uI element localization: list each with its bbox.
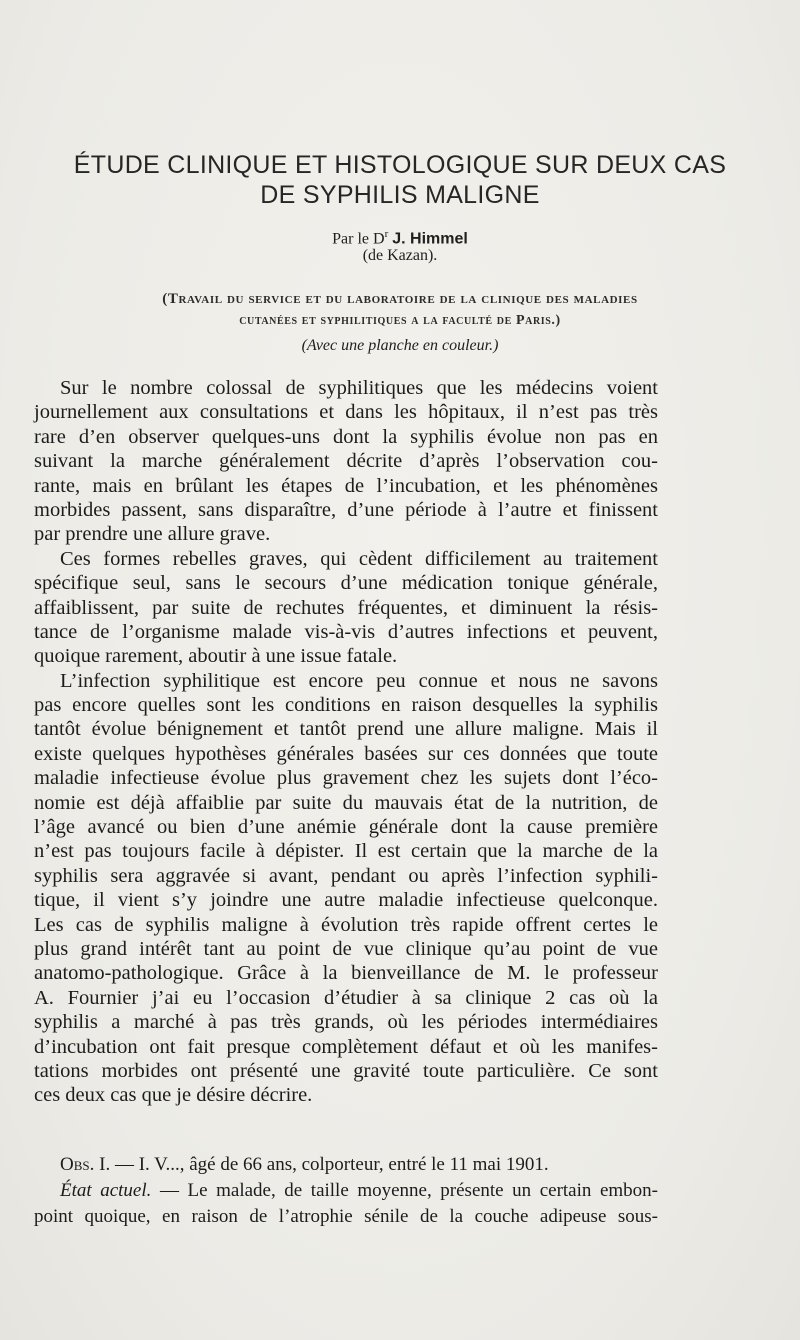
body-line: rare d’en observer quelques-uns dont la syphilis évolue non pas en: [34, 425, 658, 448]
body-line: L’infection syphilitique est encore peu connue et nous ne savons: [60, 669, 658, 692]
body-line: tations morbides ont présenté une gravité toute particulière. Ce sont: [34, 1059, 658, 1082]
body-line: nomie est déjà affaiblie par suite du mauvais état de la nutrition, de: [34, 791, 658, 814]
body-line: anatomo-pathologique. Grâce à la bienveillance de M. le professeur: [34, 962, 658, 985]
observation-line-2-text: — Le malade, de taille moyenne, présente un certain embon-: [151, 1180, 658, 1201]
author-name: J. Himmel: [392, 230, 468, 248]
observation-line-1-text: — I. V..., âgé de 66 ans, colporteur, entré le 11 mai 1901.: [110, 1154, 549, 1175]
body-line: ces deux cas que je désire décrire.: [34, 1084, 313, 1107]
current-state-label: État actuel.: [60, 1180, 152, 1201]
body-line: tantôt évolue bénignement et tantôt prend une allure maligne. Mais il: [34, 718, 658, 741]
observation-section: [34, 1152, 658, 1230]
observation-label: Obs. I.: [60, 1154, 111, 1175]
byline-prefix: Par le D: [332, 230, 385, 248]
institution-note-line-1: (Travail du service et du laboratoire de la clinique des maladies: [162, 291, 638, 307]
observation-line-3: point quoique, en raison de l’atrophie sénile de la couche adipeuse sous-: [34, 1206, 658, 1227]
institution-note-line-2: cutanées et syphilitiques a la faculté de Paris.): [239, 313, 561, 328]
body-line: suivant la marche généralement décrite d’après l’observation cou-: [34, 450, 658, 473]
byline-title-superscript: r: [384, 228, 389, 240]
body-line: l’âge avancé ou bien d’une anémie générale dont la cause première: [34, 816, 658, 839]
body-line: tance de l’organisme malade vis-à-vis d’autres infections et peuvent,: [34, 620, 658, 643]
body-line: spécifique seul, sans le secours d’une médication tonique générale,: [34, 572, 658, 595]
article-title-line-1: ÉTUDE CLINIQUE ET HISTOLOGIQUE SUR DEUX CAS: [73, 151, 727, 179]
body-line: d’incubation ont fait presque complètement défaut et où les manifes-: [34, 1035, 658, 1058]
body-line: affaiblissent, par suite de rechutes fréquentes, et diminuent la résis-: [34, 596, 658, 619]
body-line: quoique rarement, aboutir à une issue fatale.: [34, 645, 398, 668]
body-line: syphilis a marché à pas très grands, où les périodes intermédiaires: [34, 1011, 658, 1034]
body-line: n’est pas toujours facile à dépister. Il est certain que la marche de la: [34, 840, 658, 863]
body-line: journellement aux consultations et dans les hôpitaux, il n’est pas très: [34, 401, 658, 424]
observation-line-2: [34, 1178, 658, 1204]
body-line: pas encore quelles sont les conditions en raison desquelles la syphilis: [34, 694, 658, 717]
body-line: tique, il vient s’y joindre une autre maladie infectieuse quelconque.: [34, 889, 658, 912]
body-line: maladie infectieuse évolue plus gravement chez les sujets dont l’éco-: [34, 767, 658, 790]
body-line: Ces formes rebelles graves, qui cèdent difficilement au traitement: [60, 547, 658, 570]
body-line: par prendre une allure grave.: [34, 523, 271, 546]
body-line: A. Fournier j’ai eu l’occasion d’étudier à sa clinique 2 cas où la: [34, 986, 658, 1009]
body-line: Sur le nombre colossal de syphilitiques que les médecins voient: [60, 377, 658, 399]
article-body: [34, 376, 658, 1108]
body-line: rante, mais en brûlant les étapes de l’incubation, et les phénomènes: [34, 474, 658, 497]
body-line: syphilis sera aggravée si avant, pendant ou après l’infection syphili-: [34, 864, 658, 887]
article-title-line-2: DE SYPHILIS MALIGNE: [260, 181, 540, 209]
plate-note: (Avec une planche en couleur.): [301, 337, 499, 354]
body-line: plus grand intérêt tant au point de vue clinique qu’au point de vue: [34, 937, 658, 960]
author-affiliation: (de Kazan).: [362, 247, 438, 264]
body-line: existe quelques hypothèses générales basées sur ces données que toute: [34, 742, 658, 765]
body-line: Les cas de syphilis maligne à évolution très rapide offrent certes le: [34, 913, 658, 936]
body-line: morbides passent, sans disparaître, d’une période à l’autre et finissent: [34, 498, 658, 521]
observation-line-1: [34, 1152, 658, 1178]
